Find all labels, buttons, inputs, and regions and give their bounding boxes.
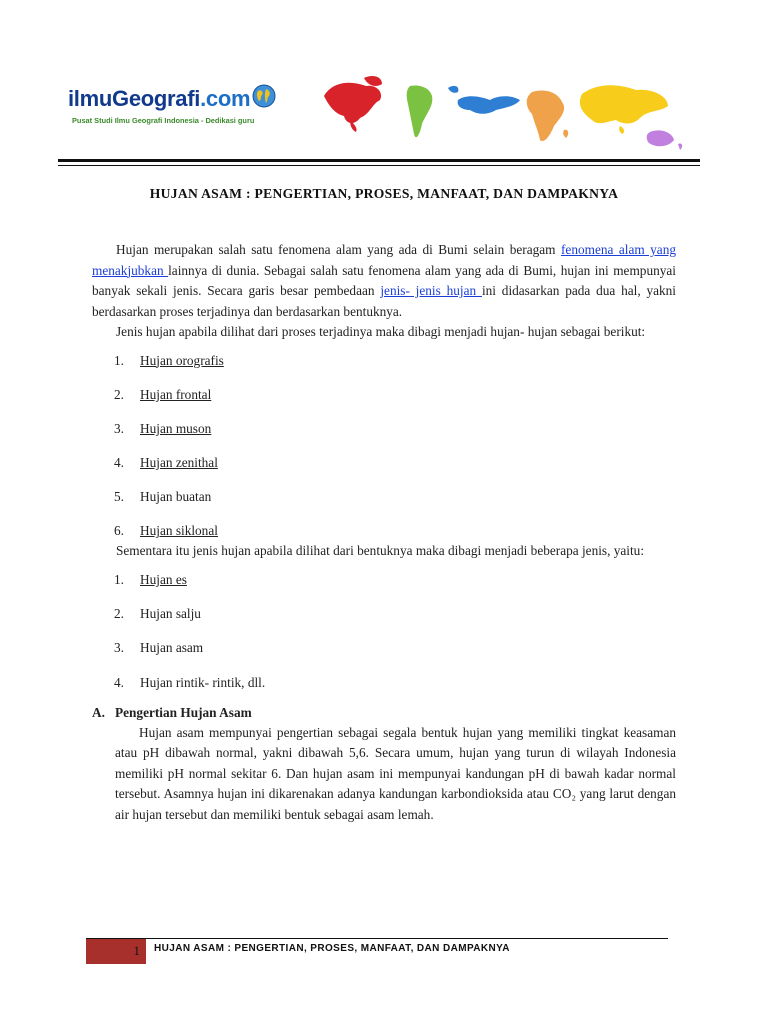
list-jenis-hujan-bentuk xyxy=(92,570,676,699)
paragraph-bentuk: Sementara itu jenis hujan apabila dilihat dari bentuknya maka dibagi menjadi beberapa jenis, yaitu: xyxy=(116,543,645,559)
intro-text-b: lainnya di dunia. Sebagai salah satu fenomena alam yang ada di Bumi, hujan ini mempunyai banyak sekali jenis. Secara garis besar pembedaan xyxy=(92,262,676,298)
list-item: 2. Hujan salju xyxy=(92,604,676,638)
intro-text-a: Hujan merupakan salah satu fenomena alam yang ada di Bumi selain beragam xyxy=(116,242,561,257)
footer-rule xyxy=(86,938,668,939)
logo-com-text: .com xyxy=(200,86,251,111)
link-hujan-zenithal[interactable]: Hujan zenithal xyxy=(140,455,218,471)
list-item: 6. Hujan siklonal xyxy=(92,521,676,541)
link-hujan-frontal[interactable]: Hujan frontal xyxy=(140,386,212,402)
header-rule-thin xyxy=(58,165,700,166)
link-fenomena-alam[interactable]: fenomena alam yang menakjubkan xyxy=(92,242,676,278)
document-title: HUJAN ASAM : PENGERTIAN, PROSES, MANFAAT, DAN DAMPAKNYA xyxy=(149,186,619,201)
link-hujan-muson[interactable]: Hujan muson xyxy=(140,420,212,436)
list-jenis-hujan-proses xyxy=(92,351,676,542)
site-logo[interactable] xyxy=(68,84,276,125)
list-text-hujan-rintik: Hujan rintik- rintik, dll. xyxy=(140,674,266,690)
list-text-hujan-salju: Hujan salju xyxy=(140,606,201,622)
link-hujan-es[interactable]: Hujan es xyxy=(140,571,187,587)
section-a-heading: A. Pengertian Hujan Asam xyxy=(92,704,252,720)
document-body xyxy=(92,240,676,825)
logo-main-text: ilmuGeografi xyxy=(68,86,201,111)
page-number-box xyxy=(86,939,146,964)
world-map-illustration xyxy=(320,74,700,159)
link-hujan-siklonal[interactable]: Hujan siklonal xyxy=(140,523,218,539)
list-item: 1. Hujan orografis xyxy=(92,351,676,385)
list-item: 3. Hujan muson xyxy=(92,419,676,453)
list-item: 2. Hujan frontal xyxy=(92,385,676,419)
intro-paragraph-1 xyxy=(92,240,676,322)
link-hujan-orografis[interactable]: Hujan orografis xyxy=(140,352,224,368)
intro-text-c: ini didasarkan pada dua hal, yakni berdasarkan proses terjadinya dan berdasarkan bentuknya. xyxy=(92,283,677,319)
page-footer xyxy=(86,938,670,966)
section-a-body: Hujan asam mempunyai pengertian sebagai segala bentuk hujan yang memiliki tingkat keasaman atau pH dibawah normal, yakni dibawah 5,6. Secara umum, hujan yang turun di wilayah Indonesia memiliki pH normal sekitar 6. Dan hujan asam ini mempunyai kandungan pH di bawah kadar normal tersebut. Asamnya hujan ini dikarenakan adanya kandungan karbondioksida atau CO₂ yang larut dengan air hujan tersebut dan memiliki bentuk sebagai asam lemah. xyxy=(115,724,676,822)
list-item: 5. Hujan buatan xyxy=(92,487,676,521)
globe-icon xyxy=(252,84,276,114)
logo-tagline: Pusat Studi Ilmu Geografi Indonesia - Dedikasi guru xyxy=(72,116,255,125)
list-item: 4. Hujan rintik- rintik, dll. xyxy=(92,673,676,699)
list-text-hujan-asam: Hujan asam xyxy=(140,640,204,656)
footer-running-title: HUJAN ASAM : PENGERTIAN, PROSES, MANFAAT, DAN DAMPAKNYA xyxy=(154,943,510,954)
list-text-hujan-buatan: Hujan buatan xyxy=(140,489,212,505)
list-item: 3. Hujan asam xyxy=(92,638,676,672)
header-rule-thick xyxy=(58,159,700,162)
intro-paragraph-2: Jenis hujan apabila dilihat dari proses terjadinya maka dibagi menjadi hujan- hujan sebagai berikut: xyxy=(116,324,646,339)
list-item: 4. Hujan zenithal xyxy=(92,453,676,487)
page-number: 1 xyxy=(133,943,140,958)
page-header xyxy=(0,0,768,170)
link-jenis-jenis-hujan[interactable]: jenis- jenis hujan xyxy=(380,283,482,298)
list-item: 1. Hujan es xyxy=(92,570,676,604)
